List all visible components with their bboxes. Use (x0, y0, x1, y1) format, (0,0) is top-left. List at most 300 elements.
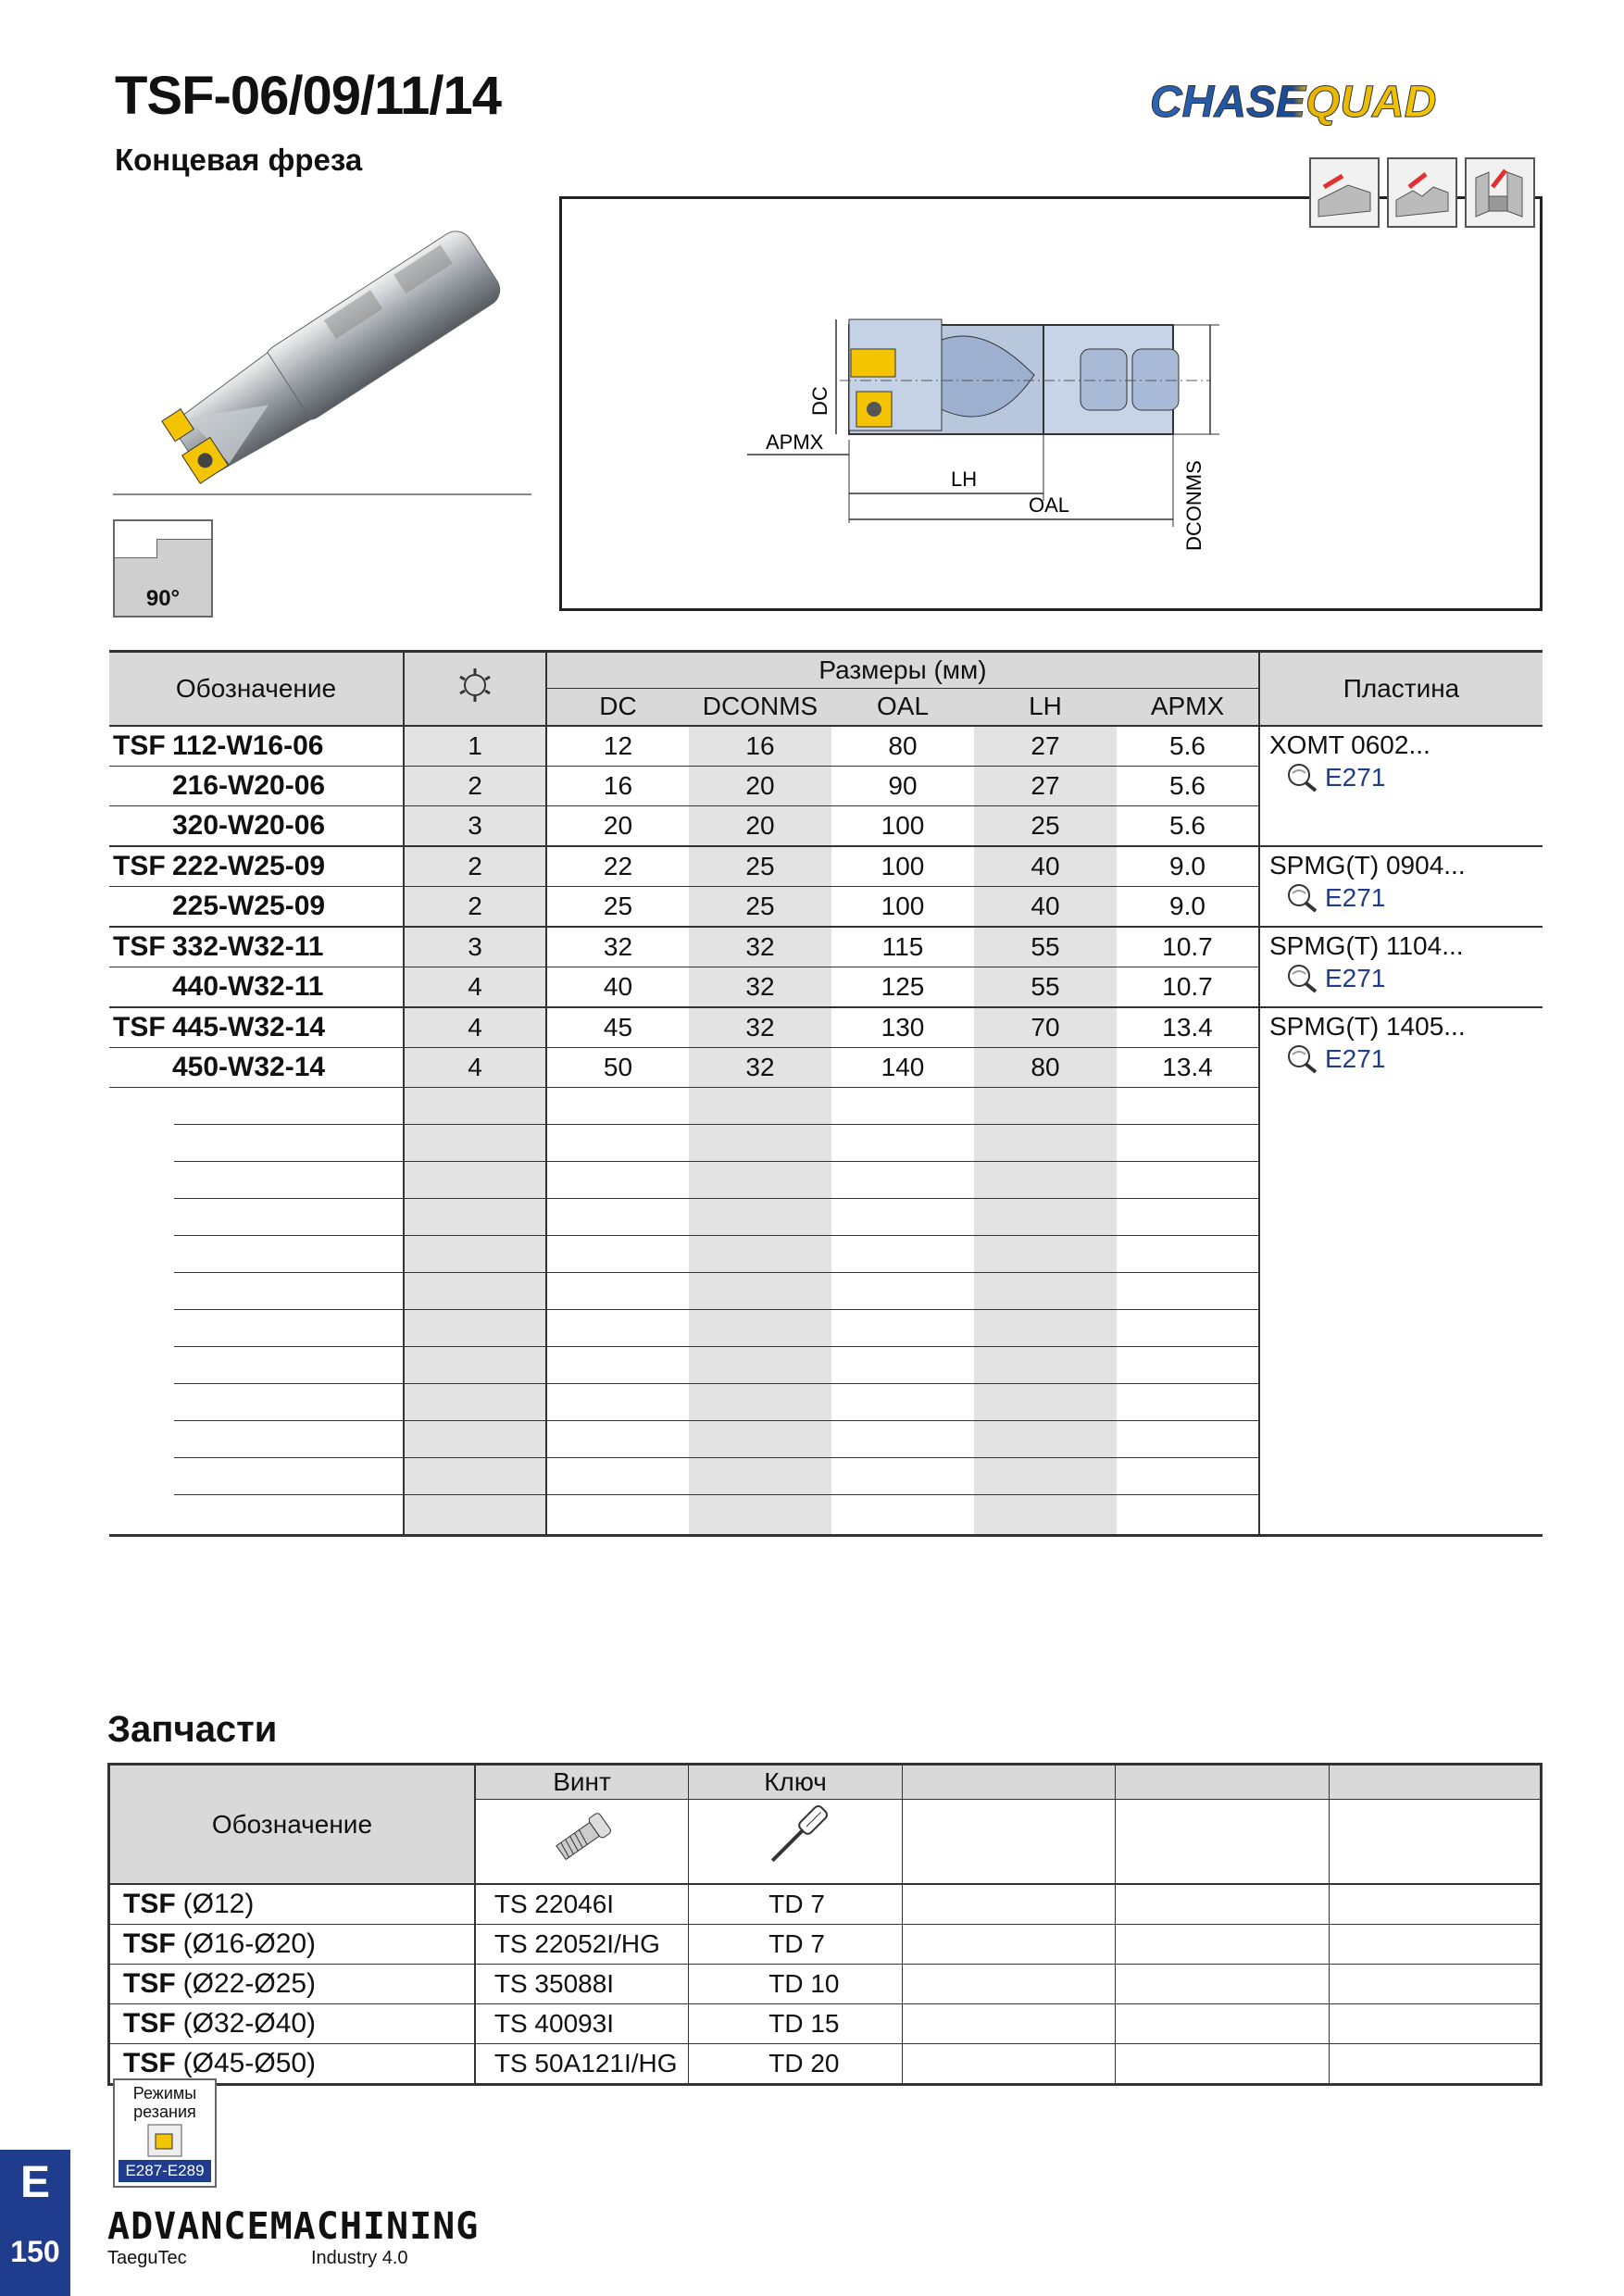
empty-cell (974, 1199, 1117, 1236)
empty-cell (404, 1273, 546, 1310)
designation-cell (109, 886, 404, 927)
empty-cell (1116, 1884, 1329, 1925)
empty-cell (546, 1495, 689, 1536)
empty-cell (546, 1384, 689, 1421)
empty-cell (689, 1273, 831, 1310)
apmx-cell: 5.6 (1117, 726, 1259, 767)
row-rule (174, 1347, 403, 1384)
insert-ref-link[interactable] (1269, 1043, 1533, 1075)
insert-cell (1259, 846, 1543, 927)
oal-cell: 90 (831, 766, 974, 805)
insert-ref[interactable]: E271 (1325, 762, 1386, 792)
lh-cell: 55 (974, 967, 1117, 1007)
empty-cell (546, 1347, 689, 1384)
screw-cell: TS 40093I (475, 2004, 689, 2044)
photo-divider (113, 493, 531, 495)
empty-cell (831, 1273, 974, 1310)
empty-cell (689, 1347, 831, 1384)
row-rule (174, 1125, 403, 1162)
lh-cell: 27 (974, 726, 1117, 767)
oal-cell: 100 (831, 846, 974, 887)
teeth-cell: 4 (404, 1047, 546, 1087)
apmx-cell: 5.6 (1117, 805, 1259, 846)
dconms-cell: 20 (689, 805, 831, 846)
empty-cell (1329, 1965, 1541, 2004)
svg-text:DCONMS: DCONMS (1182, 460, 1206, 551)
empty-cell (902, 1925, 1115, 1965)
empty-table-row (109, 1162, 1543, 1199)
empty-cell (902, 2044, 1115, 2085)
insert-name: XOMT 0602... (1269, 730, 1430, 759)
oal-cell: 130 (831, 1007, 974, 1048)
spares-col-designation: Обозначение (109, 1765, 475, 1885)
designation-code: 222-W25-09 (172, 850, 326, 881)
empty-cell (974, 1458, 1117, 1495)
spare-prefix: TSF (123, 1968, 176, 1999)
dc-cell: 20 (546, 805, 689, 846)
empty-cell (902, 1884, 1115, 1925)
teeth-cell: 3 (404, 805, 546, 846)
empty-cell (404, 1162, 546, 1199)
screw-cell: TS 22052I/HG (475, 1925, 689, 1965)
insert-ref-link[interactable] (1269, 963, 1533, 994)
insert-ref[interactable]: E271 (1325, 963, 1386, 992)
brand-industry: Industry 4.0 (311, 2248, 408, 2268)
empty-cell (1259, 1273, 1543, 1310)
designation-cell (109, 1007, 404, 1048)
spare-row (109, 2044, 1542, 2085)
dc-cell: 22 (546, 846, 689, 887)
empty-cell (1117, 1421, 1259, 1458)
cutting-modes-box[interactable] (113, 2078, 217, 2188)
lh-cell: 80 (974, 1047, 1117, 1087)
apmx-cell: 10.7 (1117, 927, 1259, 967)
apmx-cell: 9.0 (1117, 886, 1259, 927)
magnifier-icon (1284, 762, 1321, 793)
oal-cell: 140 (831, 1047, 974, 1087)
lh-cell: 25 (974, 805, 1117, 846)
empty-cell (1117, 1273, 1259, 1310)
empty-cell (1117, 1495, 1259, 1536)
lh-cell: 27 (974, 766, 1117, 805)
table-row (109, 846, 1543, 887)
oal-cell: 100 (831, 805, 974, 846)
designation-prefix: TSF (113, 1011, 166, 1042)
empty-cell (1259, 1458, 1543, 1495)
empty-table-row (109, 1087, 1543, 1125)
designation-prefix: TSF (113, 930, 166, 962)
spare-blank-col (1329, 1800, 1541, 1885)
row-rule (174, 1273, 403, 1310)
row-rule (174, 1162, 403, 1199)
empty-cell (689, 1125, 831, 1162)
empty-table-row (109, 1421, 1543, 1458)
empty-cell (1259, 1236, 1543, 1273)
angle-label: 90° (145, 586, 181, 611)
empty-cell (1117, 1458, 1259, 1495)
lh-cell: 70 (974, 1007, 1117, 1048)
teeth-cell: 2 (404, 886, 546, 927)
empty-cell (1259, 1421, 1543, 1458)
page-number: 150 (10, 2235, 60, 2268)
empty-cell (831, 1236, 974, 1273)
cutting-modes-label: Режимы резания (132, 2084, 197, 2121)
empty-cell (109, 1310, 404, 1347)
empty-cell (902, 2004, 1115, 2044)
designation-code: 216-W20-06 (172, 769, 326, 801)
spare-blank-col (1116, 1800, 1329, 1885)
empty-cell (109, 1347, 404, 1384)
designation-cell (109, 766, 404, 805)
empty-cell (1329, 1884, 1541, 1925)
empty-cell (974, 1236, 1117, 1273)
empty-cell (109, 1199, 404, 1236)
empty-cell (1259, 1347, 1543, 1384)
empty-cell (1329, 1925, 1541, 1965)
col-dconms: DCONMS (689, 689, 831, 726)
empty-cell (974, 1310, 1117, 1347)
empty-cell (109, 1125, 404, 1162)
dconms-cell: 25 (689, 846, 831, 887)
empty-cell (831, 1199, 974, 1236)
empty-cell (404, 1199, 546, 1236)
table-row (109, 927, 1543, 967)
teeth-cell: 4 (404, 1007, 546, 1048)
spare-designation-cell (109, 1925, 475, 1965)
magnifier-icon (1284, 1043, 1321, 1075)
oal-cell: 125 (831, 967, 974, 1007)
empty-cell (109, 1384, 404, 1421)
col-designation: Обозначение (109, 652, 404, 726)
chasequad-logo (1144, 74, 1544, 126)
empty-cell (1117, 1347, 1259, 1384)
empty-cell (974, 1347, 1117, 1384)
slotting-icon (1387, 157, 1457, 228)
designation-cell (109, 726, 404, 767)
col-dc: DC (546, 689, 689, 726)
spare-blank-col (1116, 1765, 1329, 1800)
screw-cell: TS 50A121I/HG (475, 2044, 689, 2085)
col-key: Ключ (689, 1765, 903, 1800)
shoulder-milling-icon (1309, 157, 1380, 228)
svg-text:DC: DC (808, 386, 831, 416)
lh-cell: 40 (974, 846, 1117, 887)
empty-cell (1116, 1965, 1329, 2004)
empty-cell (109, 1236, 404, 1273)
empty-cell (1117, 1087, 1259, 1125)
screw-cell: TS 35088I (475, 1965, 689, 2004)
lh-cell: 40 (974, 886, 1117, 927)
cutting-modes-icon (146, 2123, 183, 2158)
spare-designation-cell (109, 1884, 475, 1925)
spare-range: (Ø32-Ø40) (182, 2008, 317, 2039)
tool-photo (130, 213, 537, 491)
empty-cell (831, 1384, 974, 1421)
empty-cell (1259, 1310, 1543, 1347)
empty-cell (1329, 2004, 1541, 2044)
teeth-cell: 2 (404, 766, 546, 805)
empty-cell (1116, 1925, 1329, 1965)
designation-code: 445-W32-14 (172, 1011, 326, 1042)
row-rule (174, 1199, 403, 1236)
empty-cell (109, 1458, 404, 1495)
magnifier-icon (1284, 963, 1321, 994)
empty-cell (109, 1273, 404, 1310)
spare-designation-cell (109, 2004, 475, 2044)
col-insert: Пластина (1259, 652, 1543, 726)
empty-cell (831, 1421, 974, 1458)
lh-cell: 55 (974, 927, 1117, 967)
teeth-cell: 1 (404, 726, 546, 767)
spare-parts-table (107, 1763, 1543, 2086)
spare-blank-col (902, 1800, 1115, 1885)
dconms-cell: 32 (689, 1047, 831, 1087)
spare-range: (Ø22-Ø25) (182, 1968, 317, 1999)
dc-cell: 12 (546, 726, 689, 767)
empty-cell (831, 1162, 974, 1199)
empty-table-row (109, 1384, 1543, 1421)
empty-cell (689, 1236, 831, 1273)
empty-cell (1259, 1199, 1543, 1236)
empty-cell (831, 1310, 974, 1347)
dc-cell: 16 (546, 766, 689, 805)
empty-cell (546, 1125, 689, 1162)
empty-cell (1259, 1087, 1543, 1125)
spare-range: (Ø16-Ø20) (182, 1928, 317, 1959)
designation-code: 225-W25-09 (172, 890, 326, 921)
spare-row (109, 1965, 1542, 2004)
spare-range: (Ø12) (182, 1889, 255, 1919)
empty-table-row (109, 1310, 1543, 1347)
dc-cell: 25 (546, 886, 689, 927)
empty-cell (689, 1421, 831, 1458)
spare-row (109, 2004, 1542, 2044)
spare-prefix: TSF (123, 2008, 176, 2039)
operation-icons (1309, 157, 1535, 228)
empty-table-row (109, 1125, 1543, 1162)
empty-cell (974, 1087, 1117, 1125)
dconms-cell: 25 (689, 886, 831, 927)
empty-table-row (109, 1236, 1543, 1273)
empty-cell (109, 1421, 404, 1458)
designation-code: 320-W20-06 (172, 809, 326, 841)
dconms-cell: 16 (689, 726, 831, 767)
oal-cell: 115 (831, 927, 974, 967)
col-screw: Винт (475, 1765, 689, 1800)
designation-cell (109, 967, 404, 1007)
empty-cell (1259, 1495, 1543, 1536)
empty-cell (974, 1273, 1117, 1310)
dc-cell: 50 (546, 1047, 689, 1087)
screw-cell: TS 22046I (475, 1884, 689, 1925)
insert-ref[interactable]: E271 (1325, 1043, 1386, 1073)
dconms-cell: 20 (689, 766, 831, 805)
empty-cell (1329, 2044, 1541, 2085)
designation-code: 112-W16-06 (172, 730, 324, 761)
designation-prefix: TSF (113, 850, 166, 881)
col-apmx: APMX (1117, 689, 1259, 726)
teeth-cell: 3 (404, 927, 546, 967)
row-rule (174, 1088, 403, 1125)
empty-cell (404, 1495, 546, 1536)
insert-count-icon (404, 652, 546, 726)
row-rule (174, 1458, 403, 1495)
empty-cell (1117, 1236, 1259, 1273)
page-title: TSF-06/09/11/14 (115, 66, 502, 126)
insert-name: SPMG(T) 0904... (1269, 850, 1466, 880)
row-rule (174, 1236, 403, 1273)
empty-cell (1117, 1199, 1259, 1236)
spare-blank-col (1329, 1765, 1541, 1800)
key-cell: TD 15 (689, 2004, 903, 2044)
empty-cell (404, 1458, 546, 1495)
designation-code: 332-W32-11 (172, 930, 324, 962)
apmx-cell: 13.4 (1117, 1047, 1259, 1087)
designation-cell (109, 805, 404, 846)
key-cell: TD 7 (689, 1925, 903, 1965)
page-letter: E (19, 2158, 50, 2207)
magnifier-icon (1284, 882, 1321, 914)
dconms-cell: 32 (689, 1007, 831, 1048)
empty-cell (689, 1087, 831, 1125)
empty-cell (404, 1421, 546, 1458)
empty-cell (831, 1125, 974, 1162)
lead-angle-box (113, 519, 213, 618)
dconms-cell: 32 (689, 927, 831, 967)
empty-cell (689, 1310, 831, 1347)
dc-cell: 40 (546, 967, 689, 1007)
dimensions-group: Размеры (мм) (546, 652, 1259, 689)
designation-cell (109, 927, 404, 967)
dc-cell: 32 (546, 927, 689, 967)
table-row (109, 1007, 1543, 1048)
spare-blank-col (902, 1765, 1115, 1800)
empty-cell (974, 1125, 1117, 1162)
designation-cell (109, 1047, 404, 1087)
empty-cell (546, 1273, 689, 1310)
key-cell: TD 10 (689, 1965, 903, 2004)
apmx-cell: 9.0 (1117, 846, 1259, 887)
oal-cell: 80 (831, 726, 974, 767)
key-cell: TD 7 (689, 1884, 903, 1925)
spare-prefix: TSF (123, 1889, 176, 1919)
empty-cell (1259, 1384, 1543, 1421)
insert-cell (1259, 726, 1543, 846)
empty-cell (689, 1495, 831, 1536)
spare-prefix: TSF (123, 1928, 176, 1959)
empty-cell (1116, 2004, 1329, 2044)
insert-ref-link[interactable] (1269, 882, 1533, 914)
empty-cell (1117, 1384, 1259, 1421)
empty-cell (546, 1199, 689, 1236)
empty-cell (1259, 1162, 1543, 1199)
insert-cell (1259, 1007, 1543, 1088)
svg-text:CHASEQUAD: CHASEQUAD (1150, 78, 1437, 126)
key-icon (689, 1800, 903, 1885)
empty-table-row (109, 1347, 1543, 1384)
col-oal: OAL (831, 689, 974, 726)
empty-cell (546, 1087, 689, 1125)
empty-cell (404, 1087, 546, 1125)
empty-cell (974, 1421, 1117, 1458)
empty-cell (689, 1458, 831, 1495)
empty-cell (1117, 1125, 1259, 1162)
designation-code: 440-W32-11 (172, 970, 324, 1002)
empty-cell (1259, 1125, 1543, 1162)
brand-taegutec: TaeguTec (107, 2248, 187, 2268)
svg-text:LH: LH (951, 468, 978, 491)
empty-cell (404, 1310, 546, 1347)
row-rule (174, 1421, 403, 1458)
empty-cell (546, 1421, 689, 1458)
empty-cell (546, 1162, 689, 1199)
page-subtitle: Концевая фреза (115, 143, 363, 177)
teeth-cell: 4 (404, 967, 546, 1007)
empty-cell (902, 1965, 1115, 2004)
empty-table-row (109, 1495, 1543, 1536)
empty-cell (974, 1495, 1117, 1536)
col-lh: LH (974, 689, 1117, 726)
insert-cell (1259, 927, 1543, 1007)
empty-cell (831, 1347, 974, 1384)
advance-machining-logo: ADVANCEMACHINING (107, 2205, 480, 2248)
apmx-cell: 10.7 (1117, 967, 1259, 1007)
empty-cell (689, 1199, 831, 1236)
empty-cell (974, 1384, 1117, 1421)
spare-row (109, 1925, 1542, 1965)
empty-cell (546, 1458, 689, 1495)
empty-cell (109, 1162, 404, 1199)
cutting-modes-ref[interactable]: E287-E289 (119, 2160, 211, 2182)
designation-prefix: TSF (113, 730, 166, 761)
row-rule (174, 1310, 403, 1347)
empty-cell (404, 1236, 546, 1273)
empty-cell (1117, 1310, 1259, 1347)
pocket-milling-icon (1465, 157, 1535, 228)
empty-cell (404, 1384, 546, 1421)
apmx-cell: 5.6 (1117, 766, 1259, 805)
empty-cell (1117, 1162, 1259, 1199)
empty-cell (404, 1347, 546, 1384)
designation-cell (109, 846, 404, 887)
insert-ref[interactable]: E271 (1325, 882, 1386, 912)
spare-range: (Ø45-Ø50) (182, 2048, 317, 2078)
empty-table-row (109, 1199, 1543, 1236)
svg-text:APMX: APMX (766, 430, 824, 454)
empty-cell (109, 1495, 404, 1536)
insert-ref-link[interactable] (1269, 762, 1533, 793)
empty-cell (404, 1125, 546, 1162)
empty-cell (831, 1087, 974, 1125)
empty-cell (831, 1458, 974, 1495)
empty-cell (546, 1236, 689, 1273)
dimension-drawing (559, 196, 1543, 611)
dconms-cell: 32 (689, 967, 831, 1007)
page-tab (0, 2150, 70, 2296)
empty-cell (689, 1162, 831, 1199)
oal-cell: 100 (831, 886, 974, 927)
table-row (109, 726, 1543, 767)
dc-cell: 45 (546, 1007, 689, 1048)
svg-text:OAL: OAL (1029, 493, 1070, 517)
key-cell: TD 20 (689, 2044, 903, 2085)
designation-code: 450-W32-14 (172, 1051, 326, 1082)
empty-cell (109, 1087, 404, 1125)
insert-name: SPMG(T) 1405... (1269, 1011, 1466, 1041)
spares-title: Запчасти (107, 1709, 278, 1750)
screw-icon (475, 1800, 689, 1885)
empty-cell (689, 1384, 831, 1421)
